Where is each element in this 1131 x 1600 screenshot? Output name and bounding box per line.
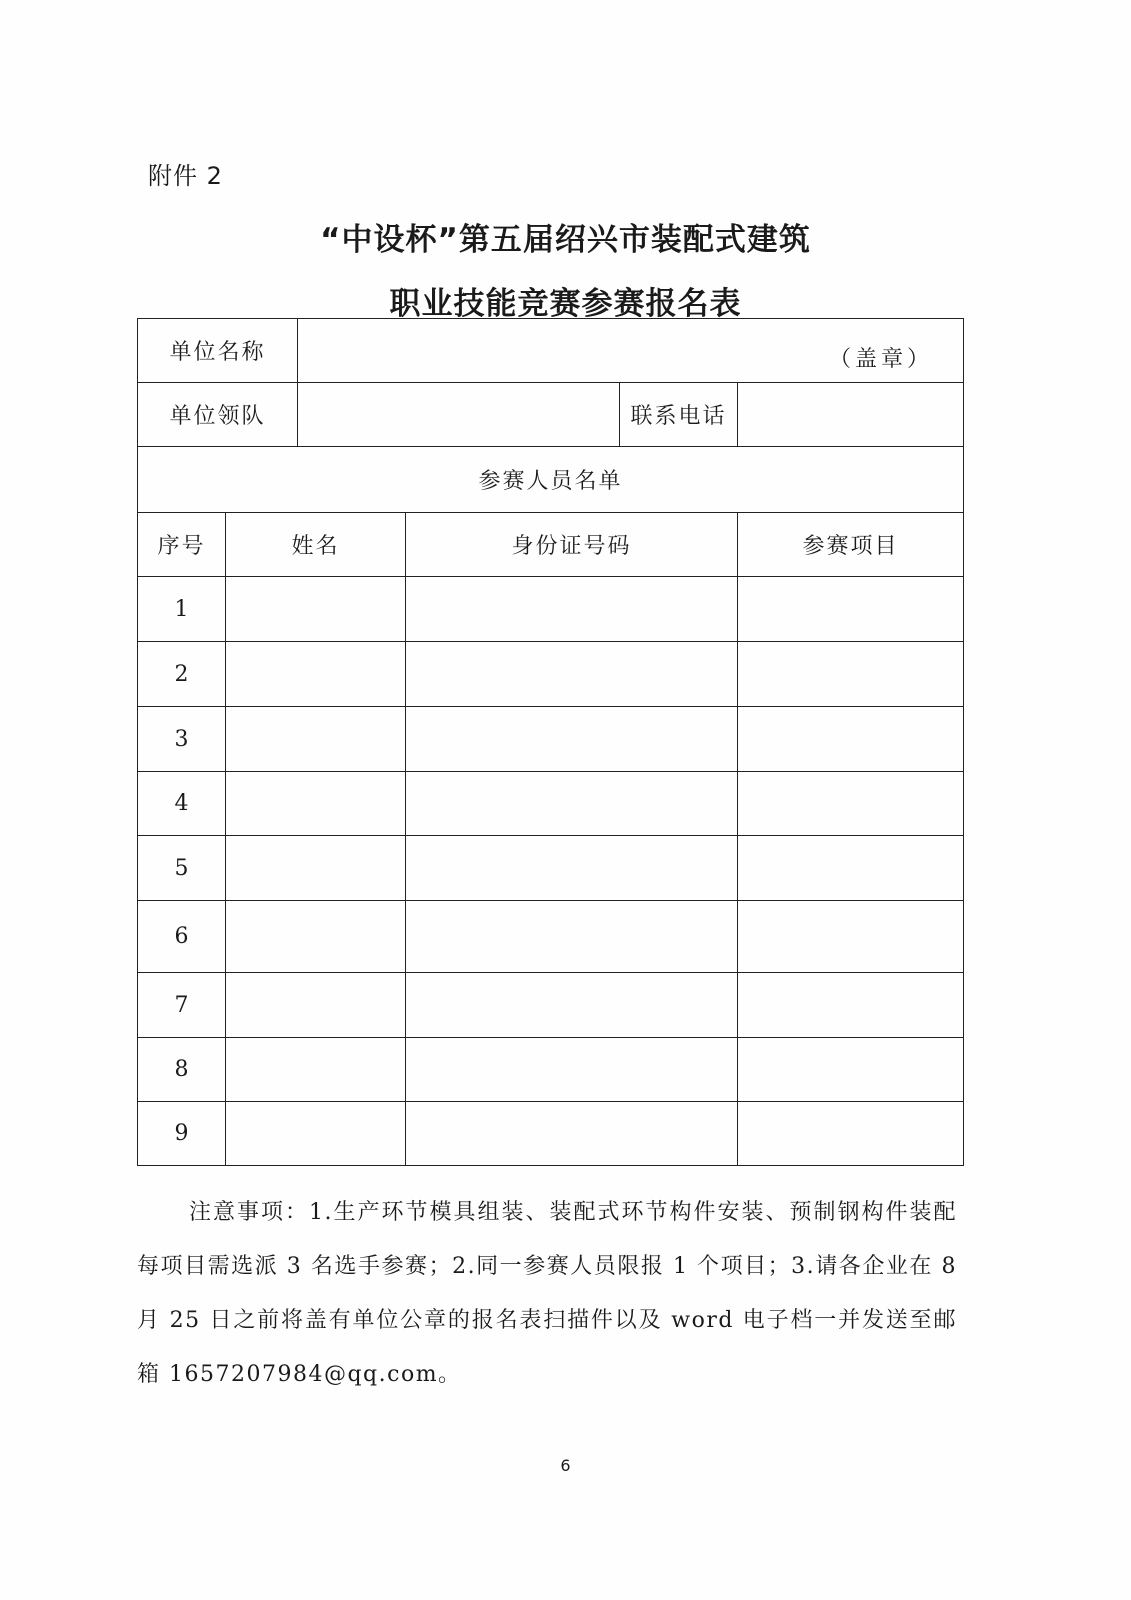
row-number: 8 <box>138 1038 226 1102</box>
column-header-name: 姓名 <box>226 513 406 577</box>
table-row <box>138 1102 964 1166</box>
unit-name-row <box>138 319 964 383</box>
id-number-cell[interactable] <box>406 901 738 973</box>
row-number: 5 <box>138 836 226 901</box>
name-cell[interactable] <box>226 901 406 973</box>
registration-form-table <box>137 318 964 1166</box>
event-cell[interactable] <box>738 973 964 1038</box>
document-title-line1: “中设杯”第五届绍兴市装配式建筑 <box>320 222 811 258</box>
unit-name-label: 单位名称 <box>138 319 298 383</box>
row-number: 3 <box>138 707 226 772</box>
seal-note: （盖章） <box>829 347 934 372</box>
event-cell[interactable] <box>738 1102 964 1166</box>
team-leader-row <box>138 383 964 447</box>
event-cell[interactable] <box>738 901 964 973</box>
name-cell[interactable] <box>226 1038 406 1102</box>
row-number: 6 <box>138 901 226 973</box>
id-number-cell[interactable] <box>406 1038 738 1102</box>
row-number: 2 <box>138 642 226 707</box>
phone-field[interactable] <box>738 383 964 447</box>
event-cell[interactable] <box>738 772 964 836</box>
row-number: 7 <box>138 973 226 1038</box>
id-number-cell[interactable] <box>406 772 738 836</box>
event-cell[interactable] <box>738 707 964 772</box>
table-row <box>138 1038 964 1102</box>
table-row <box>138 836 964 901</box>
row-number: 4 <box>138 772 226 836</box>
table-row <box>138 901 964 973</box>
table-row <box>138 707 964 772</box>
name-cell[interactable] <box>226 642 406 707</box>
roster-title-row <box>138 447 964 513</box>
event-cell[interactable] <box>738 577 964 642</box>
id-number-cell[interactable] <box>406 642 738 707</box>
id-number-cell[interactable] <box>406 836 738 901</box>
id-number-cell[interactable] <box>406 973 738 1038</box>
row-number: 1 <box>138 577 226 642</box>
name-cell[interactable] <box>226 772 406 836</box>
page-number: 6 <box>560 1456 571 1475</box>
name-cell[interactable] <box>226 577 406 642</box>
attachment-label: 附件 2 <box>148 162 223 190</box>
row-number: 9 <box>138 1102 226 1166</box>
column-header-seq: 序号 <box>138 513 226 577</box>
team-leader-label: 单位领队 <box>138 383 298 447</box>
table-row <box>138 973 964 1038</box>
id-number-cell[interactable] <box>406 1102 738 1166</box>
notes-paragraph: 注意事项：1.生产环节模具组装、装配式环节构件安装、预制钢构件装配每项目需选派 3 名选手参赛；2.同一参赛人员限报 1 个项目；3.请各企业在 8 月 25 日之前将盖有单位公章的报名表扫描件以及 word 电子档一并发送至邮箱 1657207984@qq.com。 <box>137 1200 957 1387</box>
name-cell[interactable] <box>226 1102 406 1166</box>
team-leader-field[interactable] <box>298 383 620 447</box>
phone-label: 联系电话 <box>620 383 738 447</box>
table-row <box>138 642 964 707</box>
name-cell[interactable] <box>226 836 406 901</box>
event-cell[interactable] <box>738 642 964 707</box>
table-row <box>138 772 964 836</box>
column-header-event: 参赛项目 <box>738 513 964 577</box>
unit-name-field[interactable] <box>298 319 964 383</box>
document-title-line2: 职业技能竞赛参赛报名表 <box>389 286 742 322</box>
event-cell[interactable] <box>738 1038 964 1102</box>
table-row <box>138 577 964 642</box>
table-header-row <box>138 513 964 577</box>
column-header-id-number: 身份证号码 <box>406 513 738 577</box>
roster-title: 参赛人员名单 <box>138 447 964 513</box>
name-cell[interactable] <box>226 973 406 1038</box>
id-number-cell[interactable] <box>406 707 738 772</box>
id-number-cell[interactable] <box>406 577 738 642</box>
event-cell[interactable] <box>738 836 964 901</box>
name-cell[interactable] <box>226 707 406 772</box>
